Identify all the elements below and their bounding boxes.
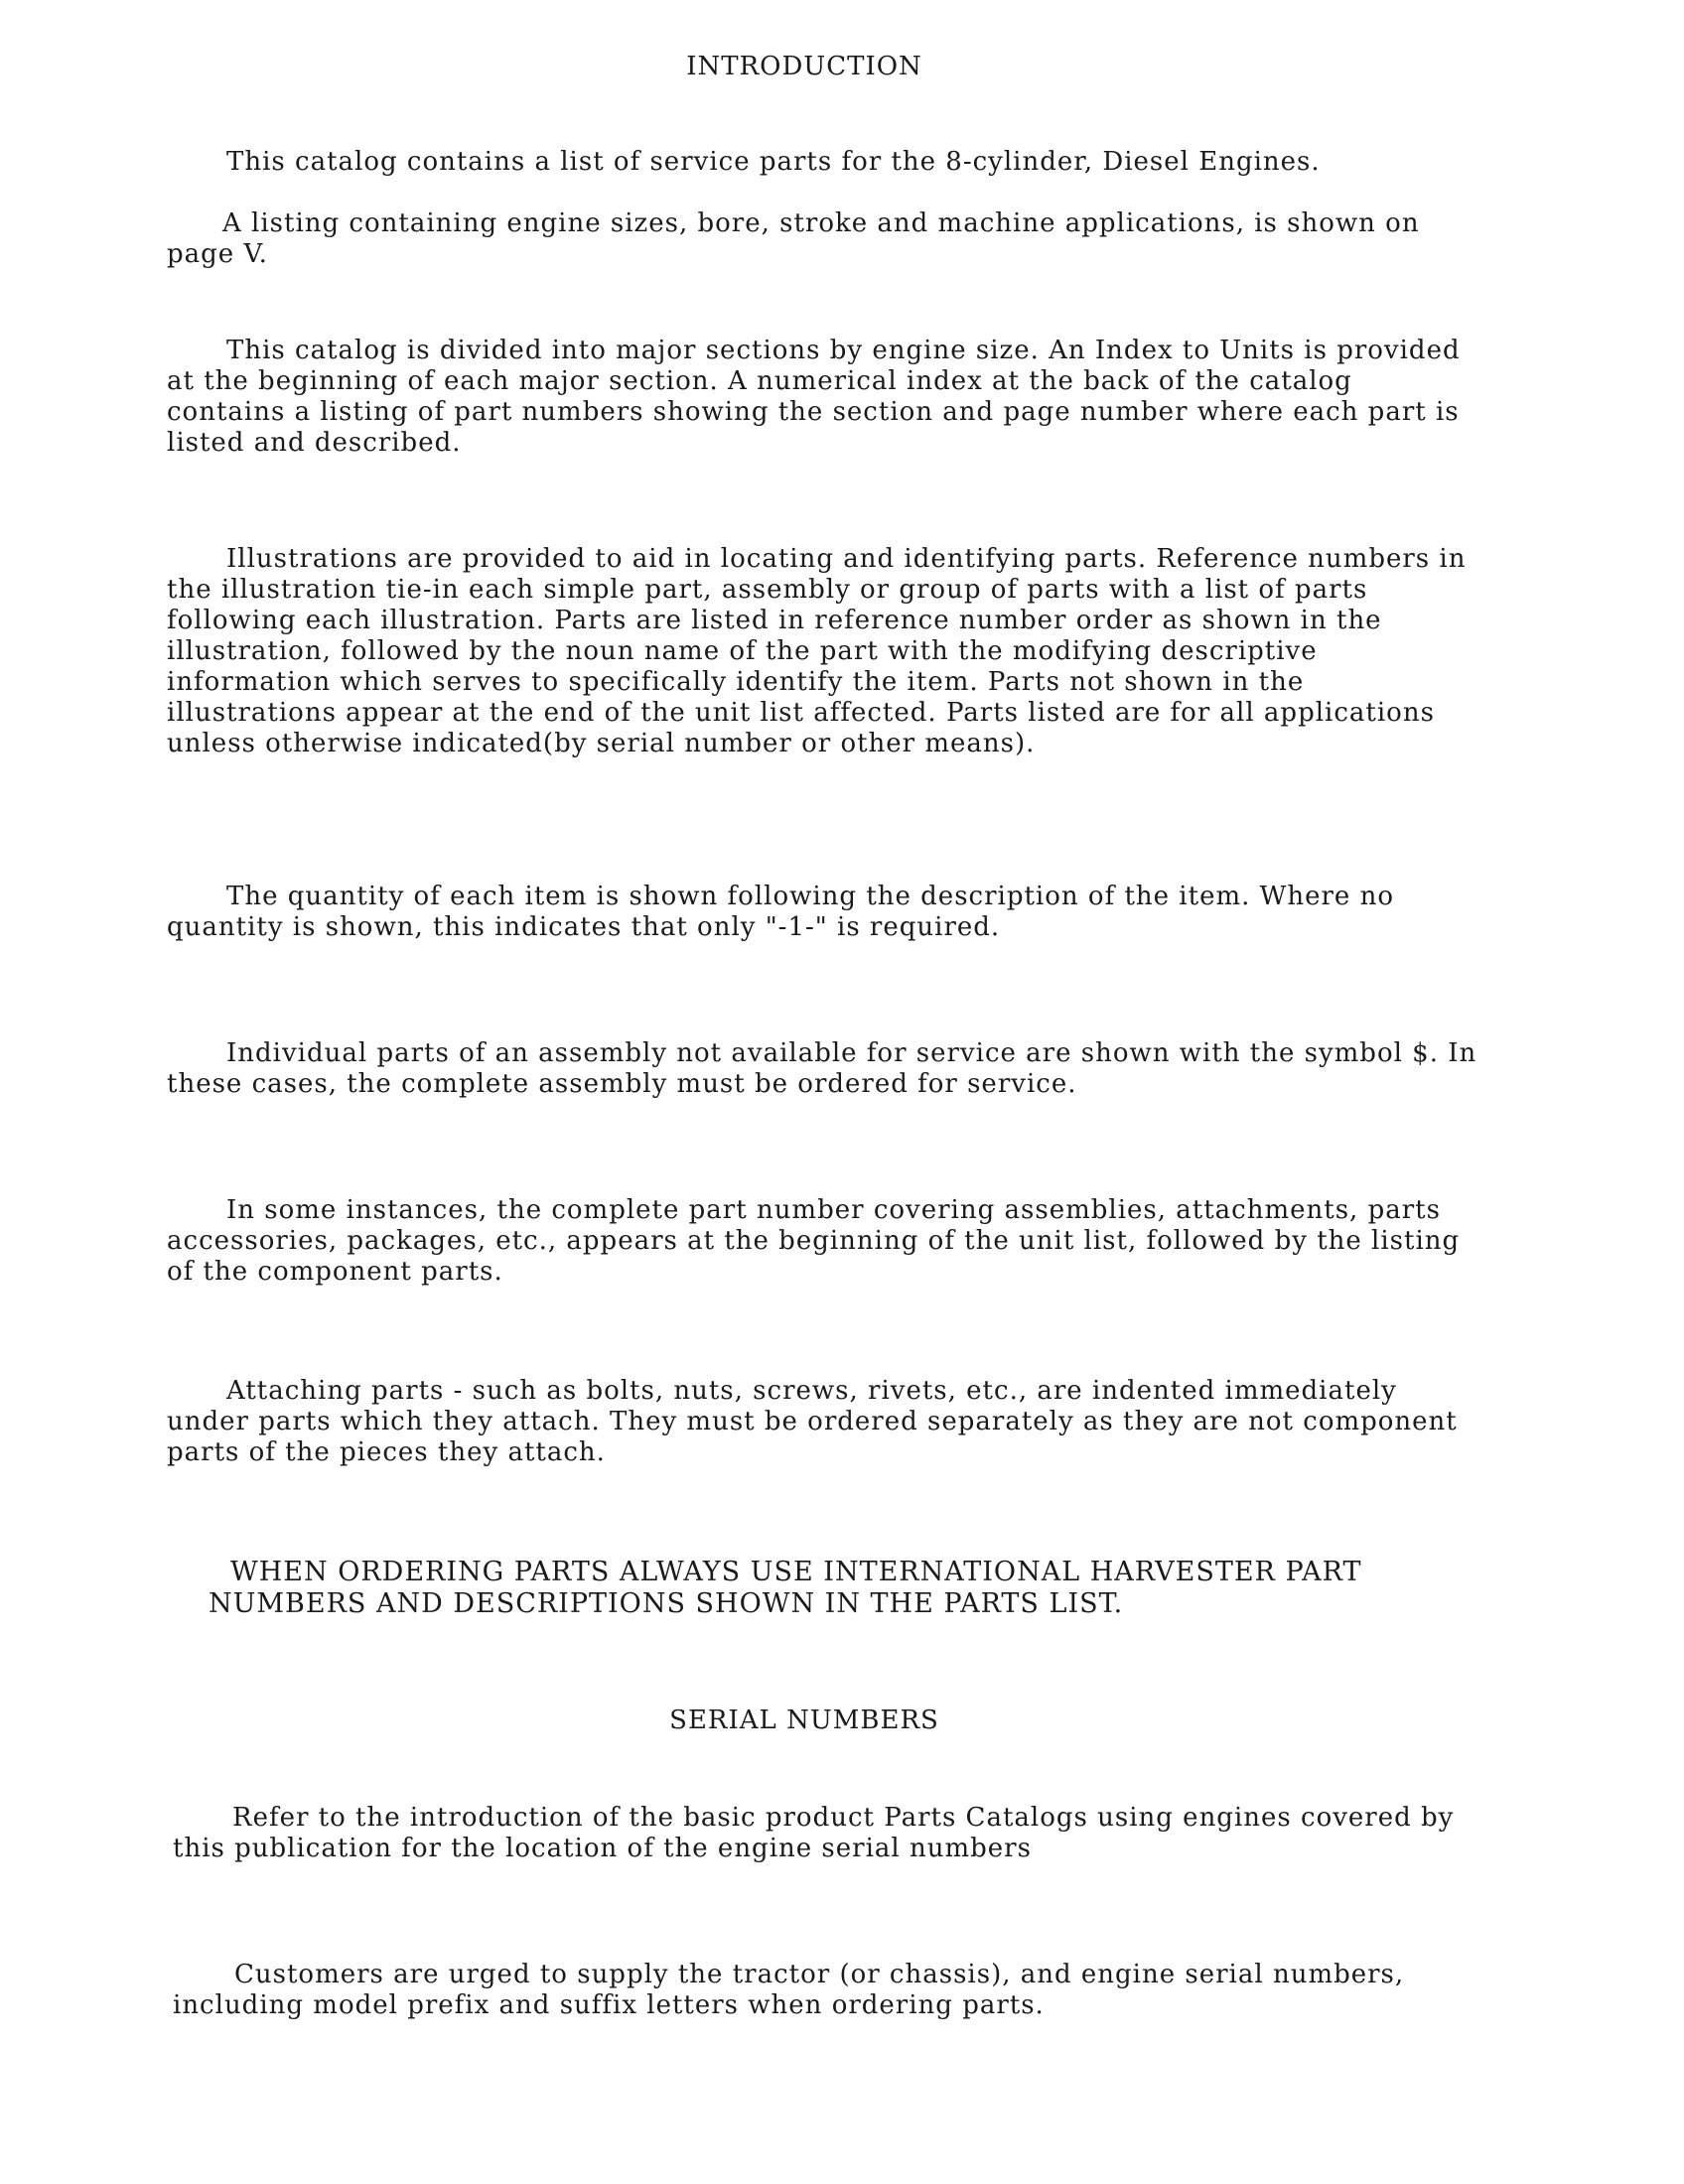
ordering-notice: WHEN ORDERING PARTS ALWAYS USE INTERNATIONAL HARVESTER PART NUMBERS AND DESCRIPTIONS SHOWN IN THE PARTS LIST.	[209, 1557, 1362, 1619]
paragraph-illustrations: Illustrations are provided to aid in locating and identifying parts. Reference numbers in the illustration tie-in each simple part, assembly or group of parts with a list of parts following each illustration. Parts are listed in reference number order as shown in the illustration, followed by the noun name of the part with the modifying descriptive information which serves to specifically identify the item. Parts not shown in the illustrations appear at the end of the unit list affected. Parts listed are for all applications unless otherwise indicated(by serial number or other means).	[167, 544, 1467, 758]
paragraph-serial-location: Refer to the introduction of the basic product Parts Catalogs using engines covered by this publication for the location of the engine serial numbers	[173, 1803, 1455, 1863]
introduction-heading: INTRODUCTION	[686, 52, 922, 81]
paragraph-attaching-parts: Attaching parts - such as bolts, nuts, screws, rivets, etc., are indented immediately under parts which they attach. They must be ordered separately as they are not component parts of the pieces they attach.	[167, 1376, 1458, 1467]
paragraph-complete-part-number: In some instances, the complete part number covering assemblies, attachments, parts accessories, packages, etc., appears at the beginning of the unit list, followed by the listing of the component parts.	[167, 1195, 1461, 1287]
paragraph-sections-index: This catalog is divided into major sections by engine size. An Index to Units is provided at the beginning of each major section. A numerical index at the back of the catalog contains a listing of part numbers showing the section and page number where each part is listed and described.	[167, 336, 1461, 458]
paragraph-catalog-contents: This catalog contains a list of service parts for the 8-cylinder, Diesel Engines.	[226, 147, 1321, 177]
paragraph-customers-urged: Customers are urged to supply the tractor (or chassis), and engine serial numbers, including model prefix and suffix letters when ordering parts.	[173, 1960, 1405, 2020]
serial-numbers-heading: SERIAL NUMBERS	[669, 1706, 939, 1735]
paragraph-engine-sizes: A listing containing engine sizes, bore, stroke and machine applications, is shown on page V.	[167, 208, 1420, 269]
paragraph-quantity: The quantity of each item is shown following the description of the item. Where no quantity is shown, this indicates that only "-1-" is required.	[167, 882, 1394, 942]
paragraph-assembly-symbol: Individual parts of an assembly not available for service are shown with the symbol $. In these cases, the complete assembly must be ordered for service.	[167, 1038, 1477, 1099]
